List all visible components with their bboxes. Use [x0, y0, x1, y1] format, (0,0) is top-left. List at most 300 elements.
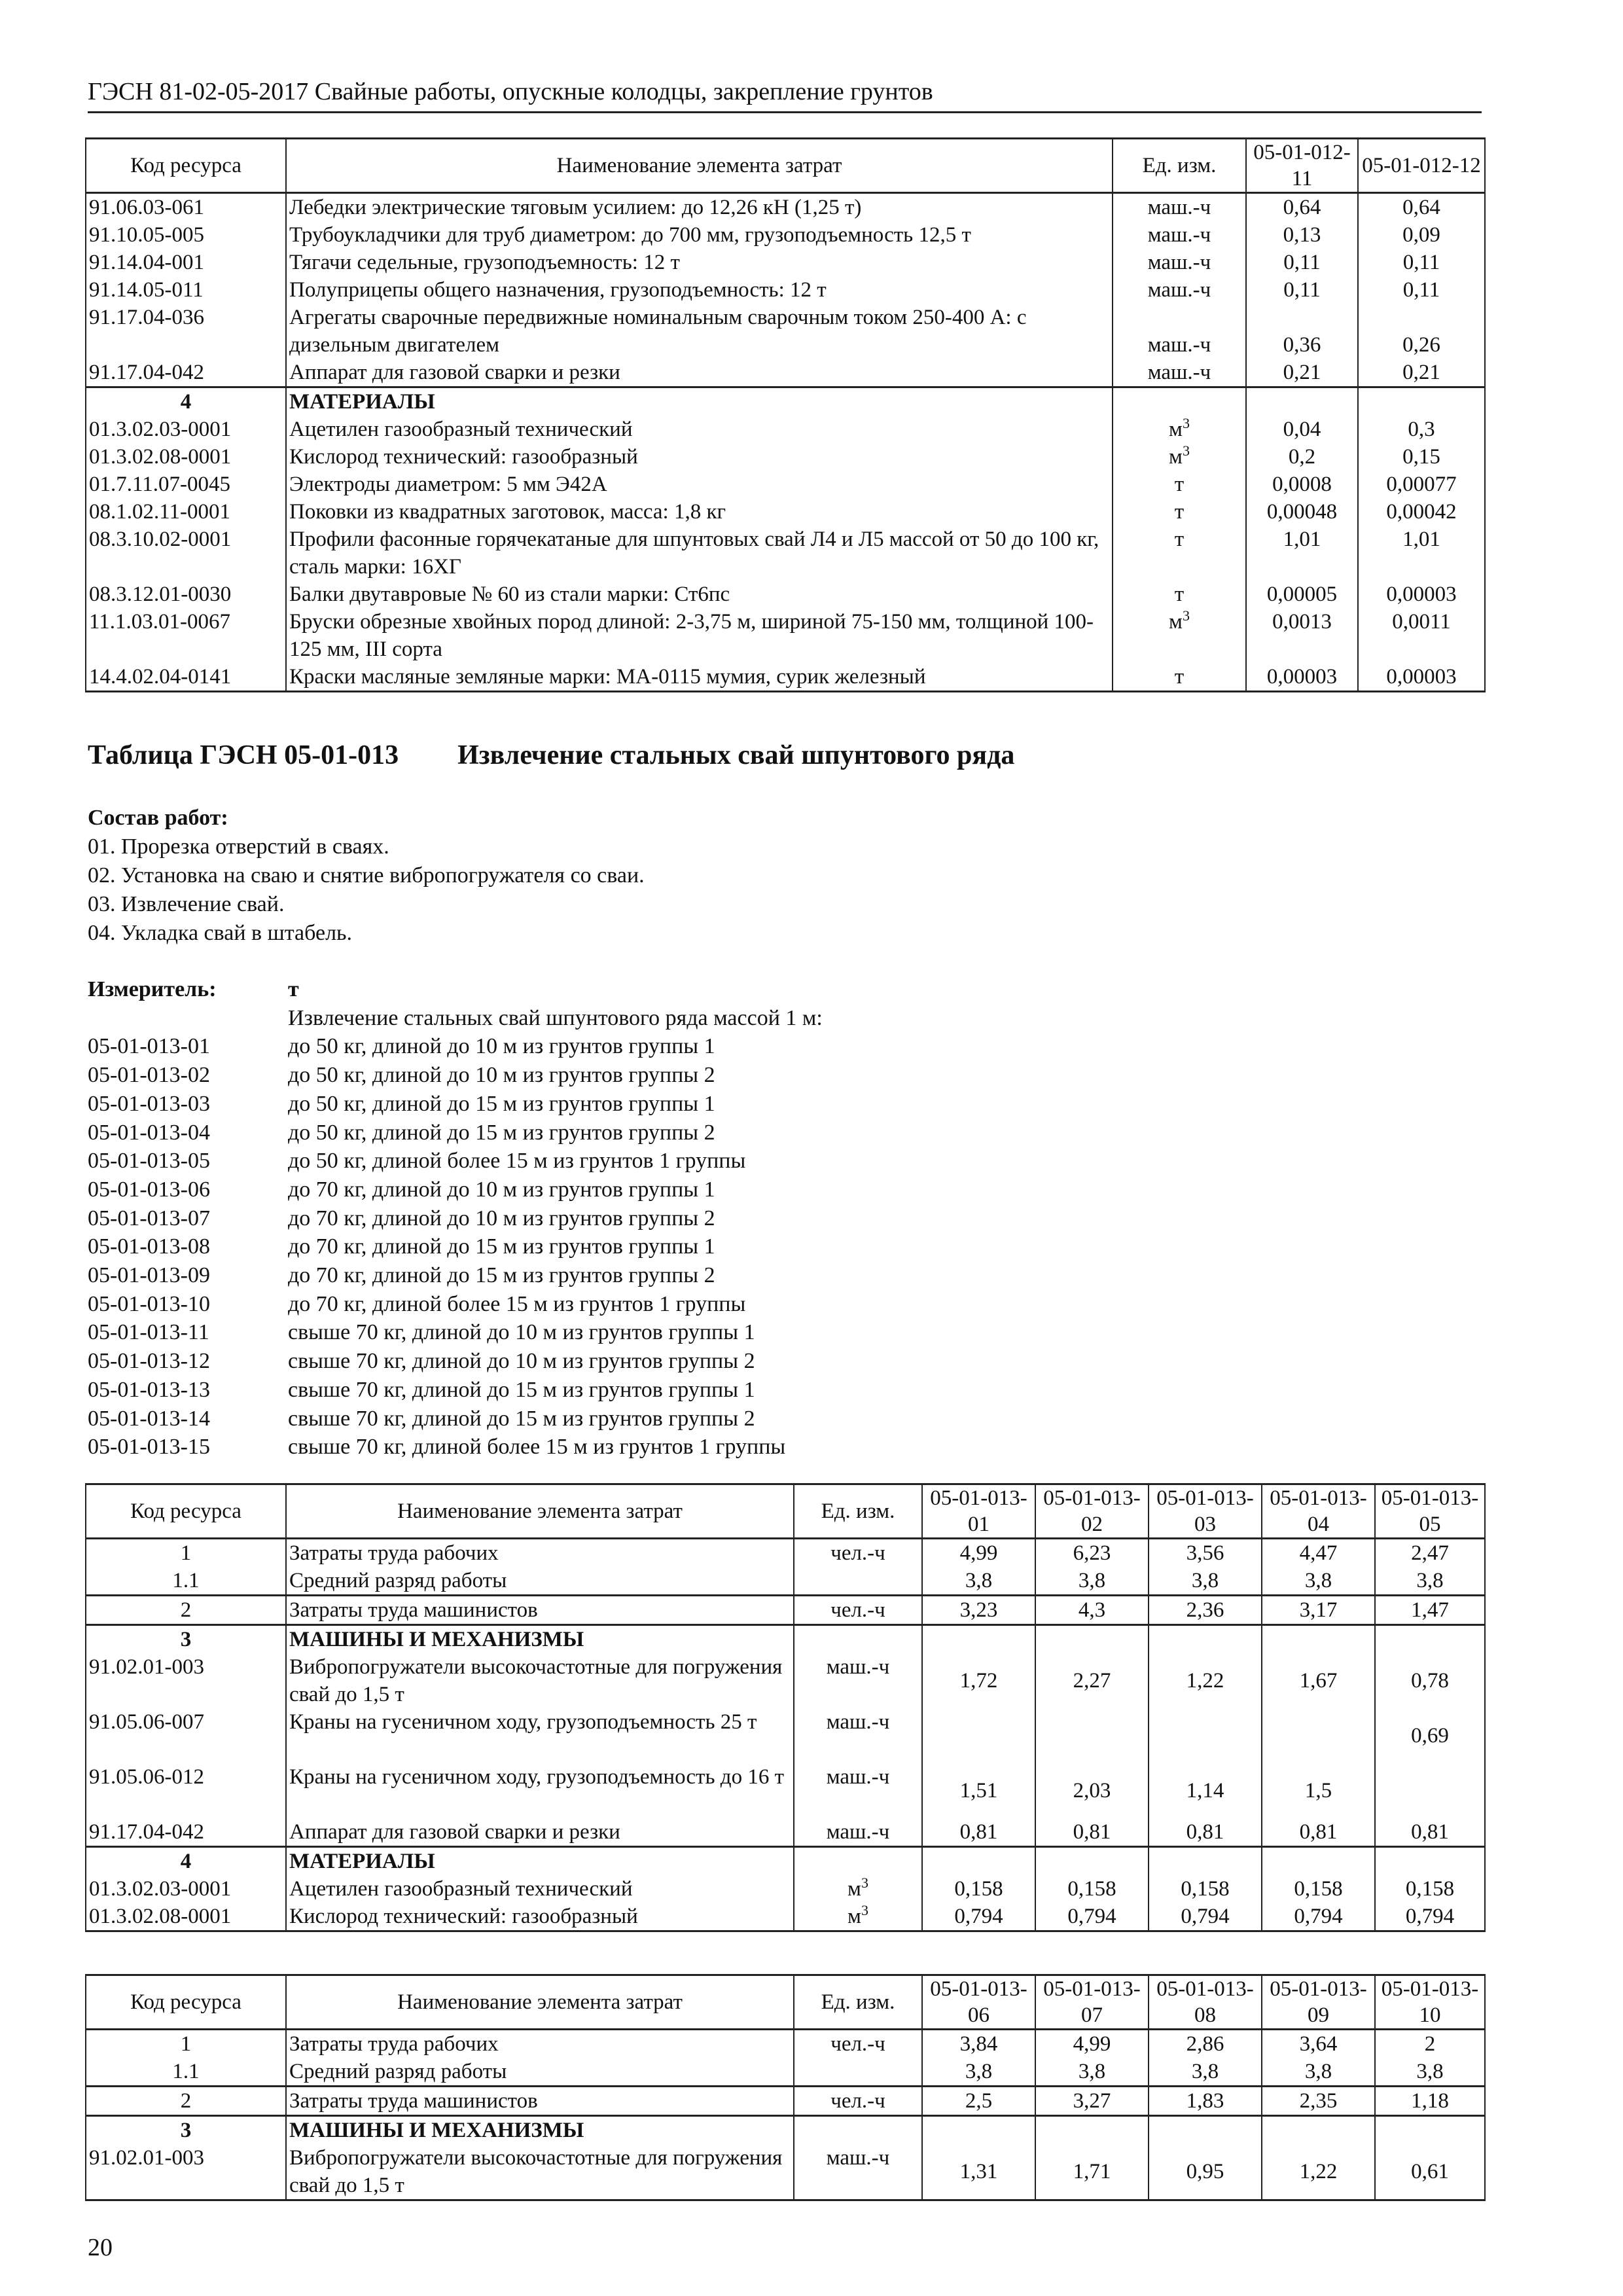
norm-value — [922, 1708, 1035, 1763]
section-row — [86, 1847, 1485, 1876]
cost-element-name: Электроды диаметром: 5 мм Э42А — [286, 471, 1113, 498]
table-row — [86, 526, 1485, 581]
empty-cell — [1246, 387, 1358, 416]
measure-unit: т — [288, 977, 299, 1001]
table-caption — [88, 740, 1014, 771]
norm-description: до 70 кг, длиной до 15 м из грунтов группы 1 — [288, 1234, 715, 1259]
table-row — [86, 2144, 1485, 2200]
norm-code: 05-01-013-15 — [88, 1435, 210, 1460]
empty-cell — [1113, 387, 1246, 416]
measure-item — [88, 1347, 823, 1376]
norm-value: 0,81 — [1035, 1818, 1149, 1847]
table-row — [86, 581, 1485, 608]
norm-value: 2,5 — [922, 2087, 1035, 2116]
col-header-norm: 05-01-013-05 — [1375, 1484, 1485, 1539]
norm-value: 0,0008 — [1246, 471, 1358, 498]
norm-value — [1375, 1625, 1485, 1654]
norm-code: 05-01-013-11 — [88, 1320, 209, 1345]
norm-value: 3,23 — [922, 1596, 1035, 1625]
norm-value: 3,27 — [1035, 2087, 1149, 2116]
measure-block — [88, 975, 823, 1462]
norm-value: 1,67 — [1262, 1653, 1375, 1708]
unit: т — [1113, 471, 1246, 498]
cost-element-name: Балки двутавровые № 60 из стали марки: Ст6пс — [286, 581, 1113, 608]
norm-value: 2 — [1375, 2030, 1485, 2058]
resource-table-013-b — [85, 1974, 1486, 2201]
unit — [794, 1567, 922, 1596]
norm-value: 0,11 — [1358, 276, 1485, 304]
norm-value: 0,11 — [1358, 249, 1485, 276]
work-composition — [88, 804, 645, 948]
measure-item — [88, 1290, 823, 1319]
norm-value: 0,64 — [1358, 193, 1485, 222]
norm-code: 05-01-013-14 — [88, 1406, 210, 1431]
norm-value: 4,47 — [1262, 1539, 1375, 1568]
table-row — [86, 608, 1485, 663]
table-row — [86, 471, 1485, 498]
norm-value: 3,8 — [1375, 1567, 1485, 1596]
norm-value — [1149, 2116, 1262, 2145]
measure-label: Измеритель: — [88, 977, 217, 1001]
norm-value: 3,84 — [922, 2030, 1035, 2058]
norm-value: 0,21 — [1246, 359, 1358, 387]
norm-value: 0,158 — [1375, 1875, 1485, 1903]
work-item: 02. Установка на сваю и снятие вибропогружателя со сваи. — [88, 863, 645, 888]
section-row — [86, 2116, 1485, 2145]
col-header-norm: 05-01-013-01 — [922, 1484, 1035, 1539]
cost-element-name: Тягачи седельные, грузоподъемность: 12 т — [286, 249, 1113, 276]
unit: маш.-ч — [1113, 304, 1246, 359]
norm-value — [1035, 1625, 1149, 1654]
col-header-norm: 05-01-013-06 — [922, 1975, 1035, 2030]
table-row — [86, 2030, 1485, 2058]
norm-description: до 70 кг, длиной до 10 м из грунтов группы 1 — [288, 1177, 715, 1202]
resource-code: 1.1 — [86, 1567, 286, 1596]
norm-value: 3,8 — [1262, 1567, 1375, 1596]
norm-value: 0,36 — [1246, 304, 1358, 359]
norm-value — [1262, 1625, 1375, 1654]
resource-code: 91.10.05-005 — [86, 221, 286, 249]
unit: $м^3$ — [1113, 608, 1246, 663]
norm-description: до 50 кг, длиной до 10 м из грунтов группы 1 — [288, 1034, 715, 1059]
norm-value: 3,8 — [1035, 2058, 1149, 2087]
unit: маш.-ч — [794, 2144, 922, 2200]
norm-value: 4,99 — [922, 1539, 1035, 1568]
norm-value — [1262, 1847, 1375, 1876]
cost-element-name: Трубоукладчики для труб диаметром: до 700 мм, грузоподъемность 12,5 т — [286, 221, 1113, 249]
norm-value: 0,2 — [1246, 443, 1358, 471]
measure-item — [88, 1032, 823, 1061]
cost-element-name: Затраты труда машинистов — [286, 2087, 794, 2116]
table-row — [86, 1903, 1485, 1931]
norm-value: 0,78 — [1375, 1653, 1485, 1708]
norm-description: до 50 кг, длиной до 15 м из грунтов группы 2 — [288, 1120, 715, 1145]
unit — [794, 2116, 922, 2145]
norm-description: до 50 кг, длиной до 10 м из грунтов группы 2 — [288, 1063, 715, 1088]
norm-code: 05-01-013-06 — [88, 1177, 210, 1202]
col-header-norm: 05-01-013-04 — [1262, 1484, 1375, 1539]
resource-code: 91.17.04-036 — [86, 304, 286, 359]
table-row — [86, 1818, 1485, 1847]
measure-list — [88, 1032, 823, 1462]
table-row — [86, 2058, 1485, 2087]
measure-item — [88, 1318, 823, 1347]
norm-description: до 70 кг, длиной до 15 м из грунтов группы 2 — [288, 1263, 715, 1288]
section-number: 4 — [86, 387, 286, 416]
cost-element-name: Лебедки электрические тяговым усилием: до 12,26 кН (1,25 т) — [286, 193, 1113, 222]
norm-value: 0,11 — [1246, 249, 1358, 276]
unit: $м^3$ — [794, 1875, 922, 1903]
measure-item — [88, 1119, 823, 1147]
table-row — [86, 443, 1485, 471]
norm-value: 3,8 — [922, 1567, 1035, 1596]
norm-value: 0,11 — [1246, 276, 1358, 304]
section-title: МАТЕРИАЛЫ — [286, 387, 1113, 416]
measure-item — [88, 1376, 823, 1405]
norm-value: 0,158 — [922, 1875, 1035, 1903]
norm-value: 3,8 — [1149, 1567, 1262, 1596]
norm-value: 0,794 — [922, 1903, 1035, 1931]
norm-value: 1,47 — [1375, 1596, 1485, 1625]
measure-item — [88, 1405, 823, 1433]
norm-value: 0,0013 — [1246, 608, 1358, 663]
norm-value — [922, 1625, 1035, 1654]
resource-code: 08.3.12.01-0030 — [86, 581, 286, 608]
norm-description: свыше 70 кг, длиной более 15 м из грунтов 1 группы — [288, 1435, 786, 1460]
norm-value: 0,26 — [1358, 304, 1485, 359]
measure-item — [88, 1433, 823, 1462]
norm-value: 2,47 — [1375, 1539, 1485, 1568]
cost-element-name: Краны на гусеничном ходу, грузоподъемность до 16 т — [286, 1763, 794, 1818]
cost-element-name: Кислород технический: газообразный — [286, 1903, 794, 1931]
norm-value: 0,81 — [1375, 1818, 1485, 1847]
col-header-unit: Ед. изм. — [794, 1975, 922, 2030]
norm-code: 05-01-013-08 — [88, 1234, 210, 1259]
norm-value: 3,64 — [1262, 2030, 1375, 2058]
norm-value: 0,158 — [1149, 1875, 1262, 1903]
norm-value: 0,81 — [1149, 1818, 1262, 1847]
col-header-code: Код ресурса — [86, 1975, 286, 2030]
norm-code: 05-01-013-09 — [88, 1263, 210, 1288]
cost-element-name: Затраты труда машинистов — [286, 1596, 794, 1625]
table-row — [86, 359, 1485, 387]
norm-code: 05-01-013-05 — [88, 1149, 210, 1174]
page-number: 20 — [88, 2234, 113, 2261]
col-header-unit: Ед. изм. — [1113, 139, 1246, 193]
resource-code: 91.14.04-001 — [86, 249, 286, 276]
table-row — [86, 1763, 1485, 1818]
resource-code: 91.17.04-042 — [86, 359, 286, 387]
empty-cell — [1358, 387, 1485, 416]
unit: $м^3$ — [794, 1903, 922, 1931]
measure-item — [88, 1061, 823, 1090]
resource-code: 01.7.11.07-0045 — [86, 471, 286, 498]
resource-code: 1.1 — [86, 2058, 286, 2087]
col-header-norm: 05-01-013-10 — [1375, 1975, 1485, 2030]
norm-value: 0,794 — [1375, 1903, 1485, 1931]
norm-value: 1,31 — [922, 2144, 1035, 2200]
resource-code: 2 — [86, 2087, 286, 2116]
norm-value: 0,95 — [1149, 2144, 1262, 2200]
cost-element-name: Аппарат для газовой сварки и резки — [286, 359, 1113, 387]
col-header-norm: 05-01-012-12 — [1358, 139, 1485, 193]
unit: $м^3$ — [1113, 416, 1246, 443]
unit: маш.-ч — [794, 1818, 922, 1847]
norm-value: 0,0011 — [1358, 608, 1485, 663]
norm-value: 1,51 — [922, 1763, 1035, 1818]
table-row — [86, 1708, 1485, 1763]
norm-value: 3,8 — [1035, 1567, 1149, 1596]
section-row — [86, 387, 1485, 416]
resource-code: 1 — [86, 2030, 286, 2058]
norm-value: 3,8 — [1262, 2058, 1375, 2087]
cost-element-name: МАШИНЫ И МЕХАНИЗМЫ — [286, 1625, 794, 1654]
col-header-norm: 05-01-013-09 — [1262, 1975, 1375, 2030]
col-header-norm: 05-01-013-08 — [1149, 1975, 1262, 2030]
norm-value: 2,27 — [1035, 1653, 1149, 1708]
unit: т — [1113, 526, 1246, 581]
norm-value: 1,01 — [1358, 526, 1485, 581]
unit: т — [1113, 663, 1246, 692]
norm-value: 6,23 — [1035, 1539, 1149, 1568]
table-row — [86, 498, 1485, 526]
norm-value: 0,00005 — [1246, 581, 1358, 608]
norm-value: 1,14 — [1149, 1763, 1262, 1818]
resource-code: 3 — [86, 2116, 286, 2145]
cost-element-name: Краски масляные земляные марки: МА-0115 мумия, сурик железный — [286, 663, 1113, 692]
resource-code: 91.05.06-012 — [86, 1763, 286, 1818]
works-label: Состав работ: — [88, 806, 228, 830]
section-row — [86, 1625, 1485, 1654]
unit: чел.-ч — [794, 2030, 922, 2058]
norm-value: 0,69 — [1375, 1708, 1485, 1763]
norm-value: 0,09 — [1358, 221, 1485, 249]
norm-code: 05-01-013-07 — [88, 1206, 210, 1230]
norm-code: 05-01-013-01 — [88, 1034, 210, 1059]
norm-value — [922, 2116, 1035, 2145]
col-header-norm: 05-01-012-11 — [1246, 139, 1358, 193]
norm-value: 3,17 — [1262, 1596, 1375, 1625]
table-row — [86, 2087, 1485, 2116]
unit: маш.-ч — [794, 1653, 922, 1708]
norm-value — [1375, 2116, 1485, 2145]
resource-code: 08.3.10.02-0001 — [86, 526, 286, 581]
table-row — [86, 249, 1485, 276]
unit: маш.-ч — [794, 1708, 922, 1763]
norm-value: 1,72 — [922, 1653, 1035, 1708]
norm-value: 1,71 — [1035, 2144, 1149, 2200]
norm-value: 2,35 — [1262, 2087, 1375, 2116]
norm-code: 05-01-013-12 — [88, 1349, 210, 1374]
resource-code: 91.02.01-003 — [86, 1653, 286, 1708]
norm-value: 0,794 — [1262, 1903, 1375, 1931]
norm-value: 4,3 — [1035, 1596, 1149, 1625]
unit: маш.-ч — [1113, 193, 1246, 222]
unit — [794, 1625, 922, 1654]
norm-value: 0,794 — [1035, 1903, 1149, 1931]
measure-item — [88, 1261, 823, 1290]
norm-value — [1262, 1708, 1375, 1763]
resource-code: 2 — [86, 1596, 286, 1625]
norm-code: 05-01-013-04 — [88, 1120, 210, 1145]
table-row — [86, 1875, 1485, 1903]
resource-code: 1 — [86, 1539, 286, 1568]
norm-value: 3,56 — [1149, 1539, 1262, 1568]
norm-value — [1149, 1847, 1262, 1876]
resource-code: 91.06.03-061 — [86, 193, 286, 222]
running-header: ГЭСН 81-02-05-2017 Свайные работы, опускные колодцы, закрепление грунтов — [88, 76, 1482, 113]
norm-value — [1035, 1708, 1149, 1763]
table-name: Извлечение стальных свай шпунтового ряда — [457, 740, 1015, 770]
norm-value: 4,99 — [1035, 2030, 1149, 2058]
resource-code: 01.3.02.03-0001 — [86, 416, 286, 443]
norm-description: свыше 70 кг, длиной до 15 м из грунтов группы 2 — [288, 1406, 755, 1431]
norm-value — [1149, 1625, 1262, 1654]
norm-value: 0,15 — [1358, 443, 1485, 471]
norm-value: 1,01 — [1246, 526, 1358, 581]
col-header-norm: 05-01-013-07 — [1035, 1975, 1149, 2030]
unit — [794, 1847, 922, 1876]
norm-value: 0,00003 — [1358, 581, 1485, 608]
norm-description: до 50 кг, длиной более 15 м из грунтов 1 группы — [288, 1149, 746, 1174]
norm-value: 0,64 — [1246, 193, 1358, 222]
resource-code: 14.4.02.04-0141 — [86, 663, 286, 692]
cost-element-name: МАТЕРИАЛЫ — [286, 1847, 794, 1876]
norm-value: 3,8 — [1149, 2058, 1262, 2087]
norm-description: свыше 70 кг, длиной до 10 м из грунтов группы 2 — [288, 1349, 755, 1374]
measure-item — [88, 1090, 823, 1119]
cost-element-name: Средний разряд работы — [286, 2058, 794, 2087]
cost-element-name: Агрегаты сварочные передвижные номинальным сварочным током 250-400 А: с дизельным двигателем — [286, 304, 1113, 359]
measure-item — [88, 1147, 823, 1175]
norm-value — [922, 1847, 1035, 1876]
norm-value: 1,83 — [1149, 2087, 1262, 2116]
norm-value: 0,158 — [1262, 1875, 1375, 1903]
norm-value — [1035, 2116, 1149, 2145]
norm-value — [1375, 1763, 1485, 1818]
norm-value: 3,8 — [1375, 2058, 1485, 2087]
norm-value — [1149, 1708, 1262, 1763]
norm-value — [1035, 1847, 1149, 1876]
norm-description: свыше 70 кг, длиной до 10 м из грунтов группы 1 — [288, 1320, 755, 1345]
norm-code: 05-01-013-13 — [88, 1377, 210, 1402]
table-number: Таблица ГЭСН 05-01-013 — [88, 740, 399, 770]
table-row — [86, 1653, 1485, 1708]
table-row — [86, 1567, 1485, 1596]
cost-element-name: МАШИНЫ И МЕХАНИЗМЫ — [286, 2116, 794, 2145]
norm-value: 2,86 — [1149, 2030, 1262, 2058]
cost-element-name: Затраты труда рабочих — [286, 1539, 794, 1568]
resource-table-013-a — [85, 1483, 1486, 1932]
table-row — [86, 416, 1485, 443]
col-header-norm: 05-01-013-02 — [1035, 1484, 1149, 1539]
norm-value: 0,794 — [1149, 1903, 1262, 1931]
table-row — [86, 1539, 1485, 1568]
resource-code: 3 — [86, 1625, 286, 1654]
cost-element-name: Профили фасонные горячекатаные для шпунтовых свай Л4 и Л5 массой от 50 до 100 кг, сталь марки: 16ХГ — [286, 526, 1113, 581]
unit: $м^3$ — [1113, 443, 1246, 471]
norm-code: 05-01-013-03 — [88, 1091, 210, 1116]
unit: чел.-ч — [794, 1596, 922, 1625]
table-row — [86, 193, 1485, 222]
unit: чел.-ч — [794, 2087, 922, 2116]
resource-code: 91.05.06-007 — [86, 1708, 286, 1763]
col-header-code: Код ресурса — [86, 139, 286, 193]
table-row — [86, 663, 1485, 692]
resource-code: 91.02.01-003 — [86, 2144, 286, 2200]
cost-element-name: Средний разряд работы — [286, 1567, 794, 1596]
norm-value — [1262, 2116, 1375, 2145]
norm-value: 2,03 — [1035, 1763, 1149, 1818]
col-header-name: Наименование элемента затрат — [286, 139, 1113, 193]
norm-value: 0,04 — [1246, 416, 1358, 443]
norm-description: до 50 кг, длиной до 15 м из грунтов группы 1 — [288, 1091, 715, 1116]
works-list — [88, 833, 645, 948]
work-item: 03. Извлечение свай. — [88, 892, 285, 916]
resource-code: 01.3.02.08-0001 — [86, 443, 286, 471]
table-row — [86, 221, 1485, 249]
norm-value: 0,158 — [1035, 1875, 1149, 1903]
unit: маш.-ч — [1113, 359, 1246, 387]
unit: маш.-ч — [794, 1763, 922, 1818]
unit: т — [1113, 498, 1246, 526]
norm-value: 1,22 — [1262, 2144, 1375, 2200]
resource-table-012 — [85, 137, 1486, 692]
norm-description: свыше 70 кг, длиной до 15 м из грунтов группы 1 — [288, 1377, 755, 1402]
col-header-name: Наименование элемента затрат — [286, 1975, 794, 2030]
resource-code: 91.14.05-011 — [86, 276, 286, 304]
resource-code: 11.1.03.01-0067 — [86, 608, 286, 663]
col-header-norm: 05-01-013-03 — [1149, 1484, 1262, 1539]
unit: маш.-ч — [1113, 276, 1246, 304]
cost-element-name: Ацетилен газообразный технический — [286, 1875, 794, 1903]
cost-element-name: Затраты труда рабочих — [286, 2030, 794, 2058]
table-row — [86, 1596, 1485, 1625]
norm-value: 0,00003 — [1358, 663, 1485, 692]
unit — [794, 2058, 922, 2087]
norm-value: 1,22 — [1149, 1653, 1262, 1708]
norm-value: 0,21 — [1358, 359, 1485, 387]
table-row — [86, 304, 1485, 359]
measure-item — [88, 1204, 823, 1233]
norm-value: 0,00048 — [1246, 498, 1358, 526]
unit: т — [1113, 581, 1246, 608]
cost-element-name: Кислород технический: газообразный — [286, 443, 1113, 471]
cost-element-name: Поковки из квадратных заготовок, масса: 1,8 кг — [286, 498, 1113, 526]
norm-value: 1,18 — [1375, 2087, 1485, 2116]
cost-element-name: Краны на гусеничном ходу, грузоподъемность 25 т — [286, 1708, 794, 1763]
resource-code: 4 — [86, 1847, 286, 1876]
unit: маш.-ч — [1113, 249, 1246, 276]
norm-value: 0,00042 — [1358, 498, 1485, 526]
cost-element-name: Ацетилен газообразный технический — [286, 416, 1113, 443]
norm-code: 05-01-013-02 — [88, 1063, 210, 1088]
measure-item — [88, 1232, 823, 1261]
norm-value: 0,3 — [1358, 416, 1485, 443]
col-header-unit: Ед. изм. — [794, 1484, 922, 1539]
work-item: 04. Укладка свай в штабель. — [88, 921, 353, 945]
resource-code: 01.3.02.08-0001 — [86, 1903, 286, 1931]
norm-description: до 70 кг, длиной до 10 м из грунтов группы 2 — [288, 1206, 715, 1230]
norm-value: 0,00003 — [1246, 663, 1358, 692]
norm-value: 3,8 — [922, 2058, 1035, 2087]
resource-code: 01.3.02.03-0001 — [86, 1875, 286, 1903]
cost-element-name: Вибропогружатели высокочастотные для погружения свай до 1,5 т — [286, 2144, 794, 2200]
norm-code: 05-01-013-10 — [88, 1291, 210, 1316]
cost-element-name: Вибропогружатели высокочастотные для погружения свай до 1,5 т — [286, 1653, 794, 1708]
measure-intro: Извлечение стальных свай шпунтового ряда массой 1 м: — [288, 1005, 823, 1030]
unit: маш.-ч — [1113, 221, 1246, 249]
